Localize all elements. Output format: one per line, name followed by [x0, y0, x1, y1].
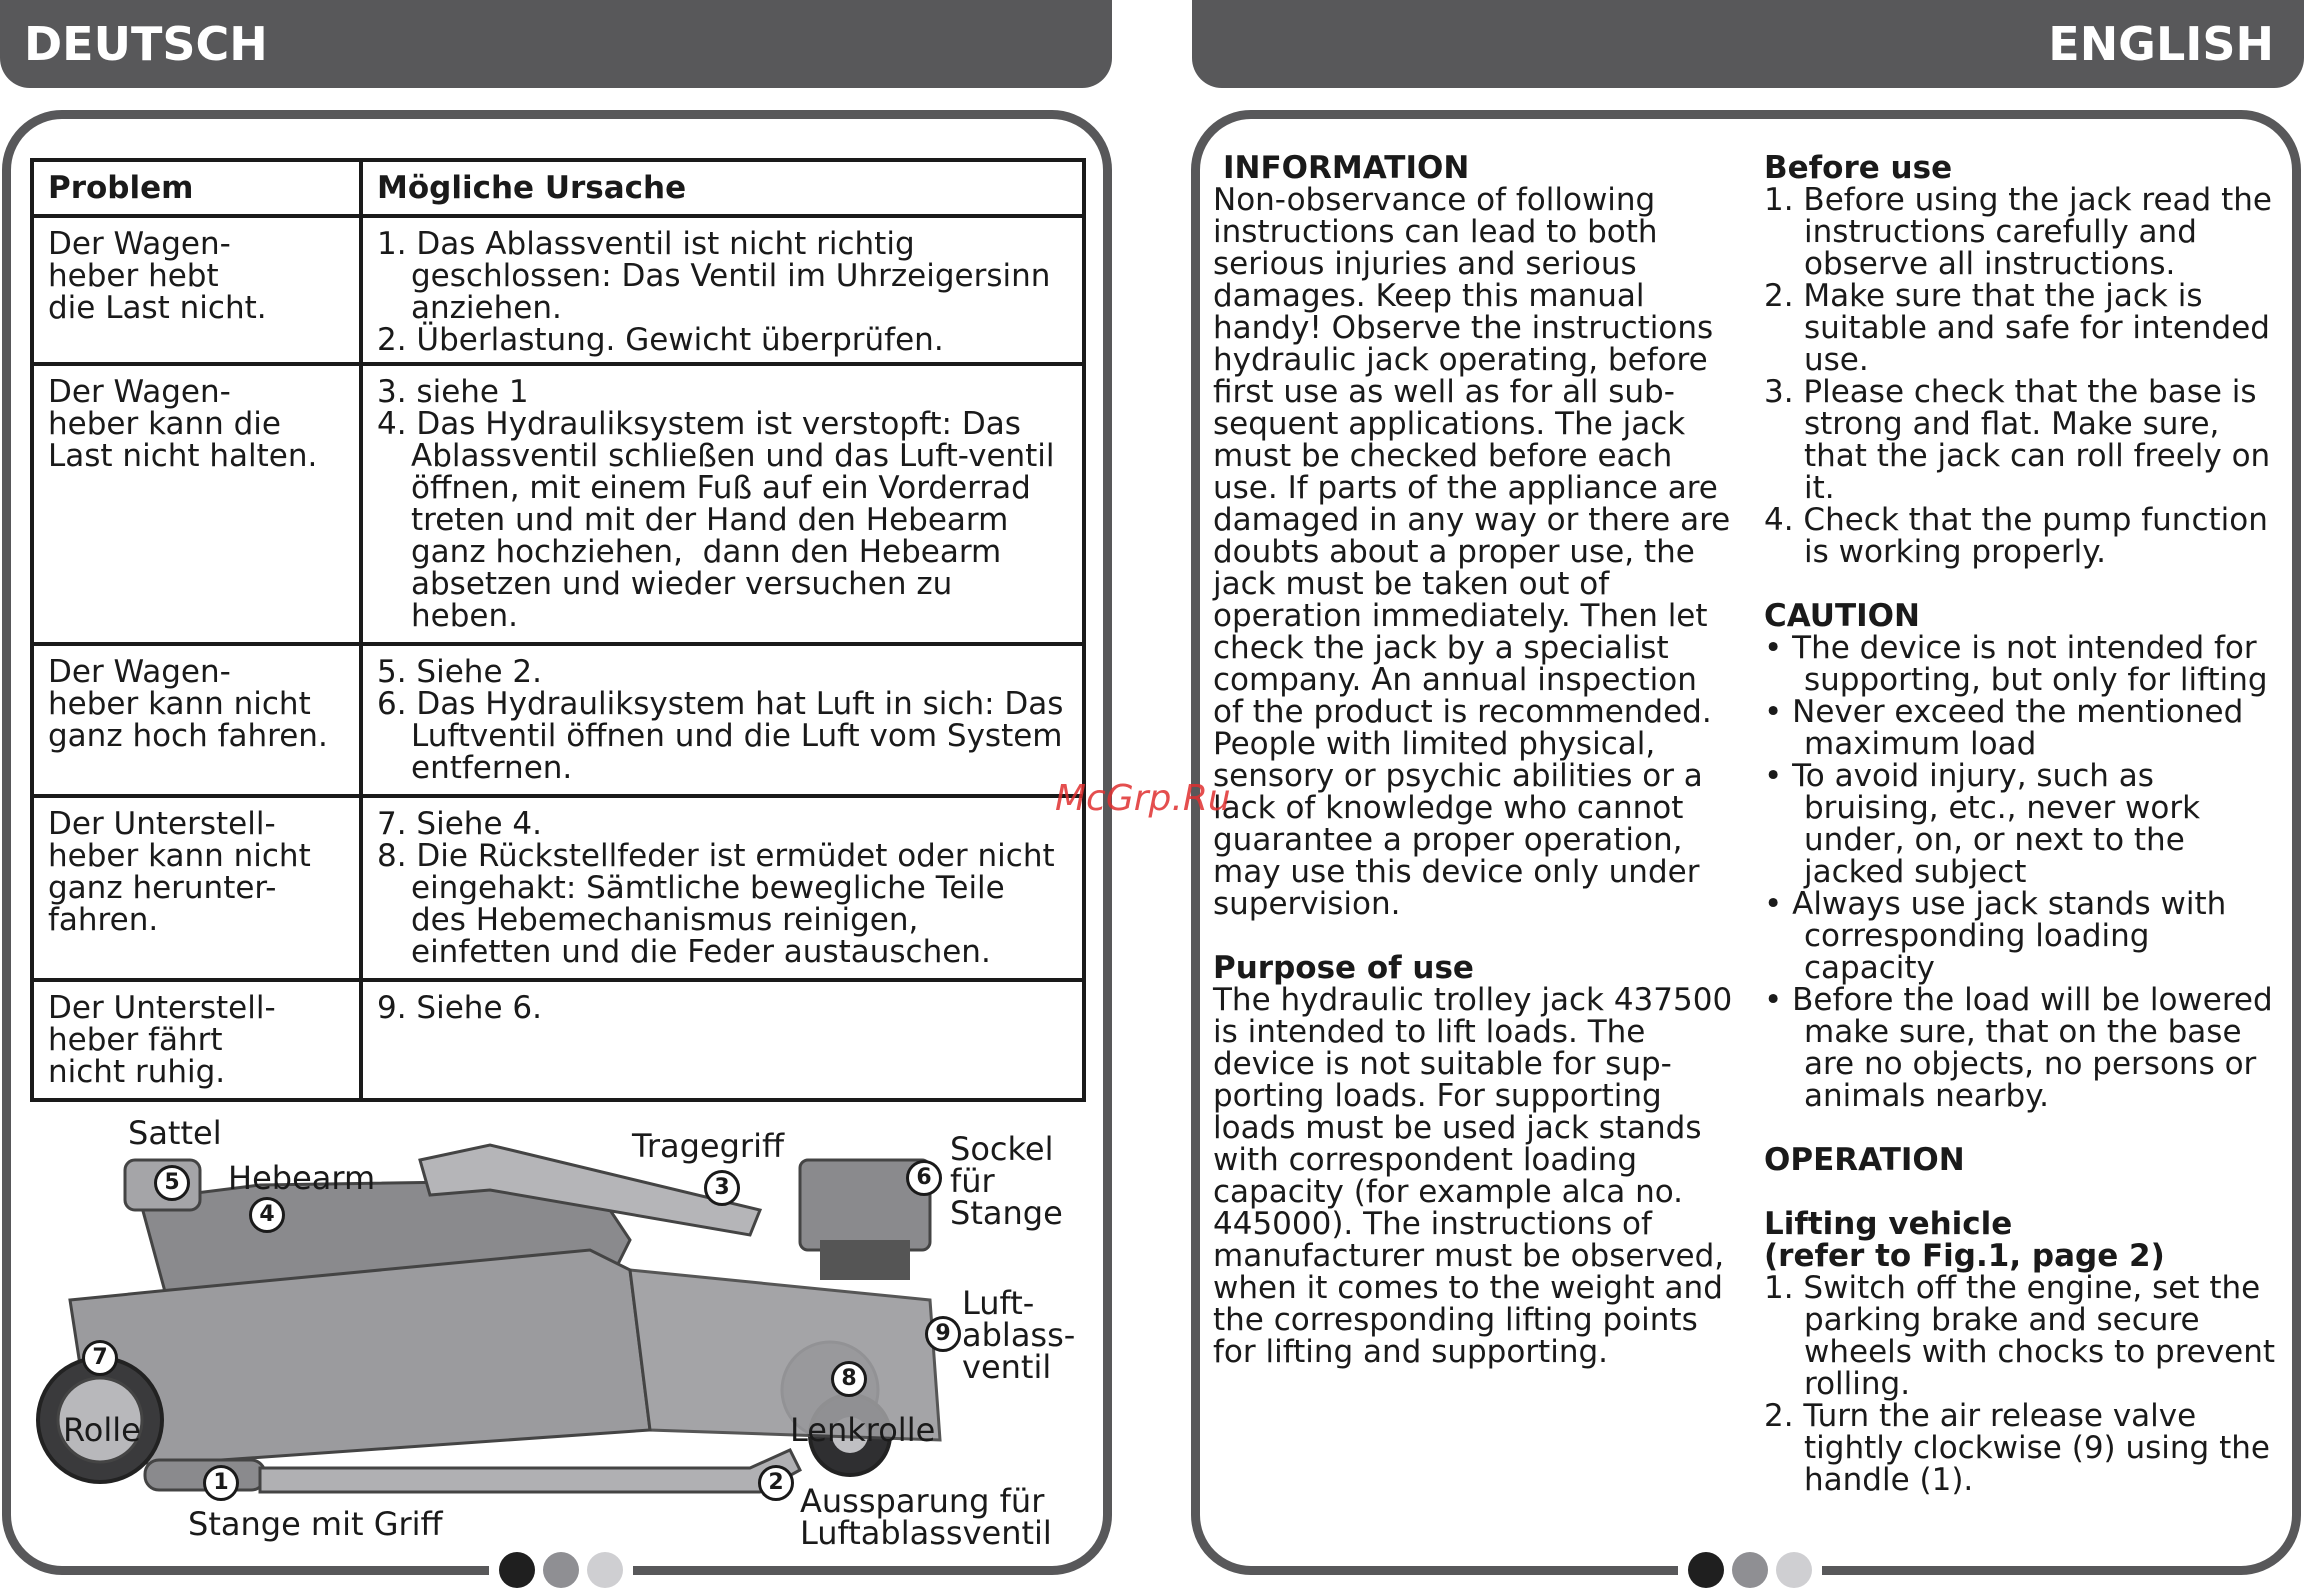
purpose-text: The hydraulic trolley jack 437500 is intended to lift loads. The device is not suitable for sup-porting loads. For supporting loads must be used jack stands with correspondent loading capacity (for example alca no. 445000). The instructions of manufacturer must be observed, when it comes to the weight and the corresponding lifting points for lifting and supporting.: [1213, 982, 1733, 1370]
before-use-list: [1764, 184, 2280, 568]
problem-text: Der Unterstell- heber kann nicht ganz herunter- fahren.: [48, 806, 311, 938]
cause-text: 2. Überlastung. Gewicht überprüfen.: [377, 322, 944, 358]
problem-text: Der Wagen- heber hebt die Last nicht.: [48, 226, 267, 326]
label-luftablassventil: Luft- ablass- ventil: [962, 1284, 1076, 1386]
cause-cell: [361, 796, 1084, 980]
cause-text: 6. Das Hydrauliksystem hat Luft in sich: Das Luftventil öffnen und die Luft vom System entfernen.: [377, 686, 1074, 786]
table-header-row: [32, 160, 1084, 216]
cause-cell: [361, 364, 1084, 644]
label-sockel: Sockel für Stange: [950, 1130, 1063, 1232]
table-row: [32, 364, 1084, 644]
list-item: 4. Check that the pump function is working properly.: [1764, 502, 2268, 570]
page-dot-3: [1776, 1552, 1812, 1588]
column-header-problem: Problem: [32, 160, 361, 216]
label-hebearm: Hebearm: [228, 1159, 376, 1197]
list-item: • To avoid injury, such as bruising, etc., never work under, on, or next to the jacked subject: [1764, 758, 2201, 890]
caution-title: CAUTION: [1764, 598, 1920, 634]
problem-text: Der Wagen- heber kann die Last nicht halten.: [48, 374, 318, 474]
list-item: 2. Make sure that the jack is suitable and safe for intended use.: [1764, 278, 2270, 378]
label-rolle: Rolle: [63, 1411, 141, 1449]
label-lenkrolle: Lenkrolle: [790, 1411, 936, 1449]
marker-1: 1: [203, 1465, 239, 1501]
marker-2: 2: [758, 1465, 794, 1501]
cause-cell: [361, 644, 1084, 796]
header-deutsch: [0, 0, 1112, 88]
problem-cell: [32, 216, 361, 364]
cause-text: 9. Siehe 6.: [377, 990, 542, 1026]
before-use-title: Before use: [1764, 150, 1953, 186]
header-english: [1192, 0, 2304, 88]
list-item: 1. Before using the jack read the instructions carefully and observe all instructions.: [1764, 182, 2272, 282]
cause-text: 8. Die Rückstellfeder ist ermüdet oder nicht eingehakt: Sämtliche bewegliche Teile des Hebemechanismus reinigen, einfetten und die Feder austauschen.: [377, 838, 1065, 970]
marker-7: 7: [82, 1340, 118, 1376]
cause-text: 5. Siehe 2.: [377, 654, 542, 690]
lifting-title: Lifting vehicle: [1764, 1206, 2013, 1242]
caution-list: [1764, 632, 2280, 1112]
list-item: • The device is not intended for supporting, but only for lifting: [1764, 630, 2268, 698]
cause-cell: [361, 216, 1084, 364]
list-item: • Never exceed the mentioned maximum load: [1764, 694, 2244, 762]
lifting-list: [1764, 1272, 2280, 1496]
cause-text: 3. siehe 1: [377, 374, 529, 410]
problem-cell: [32, 980, 361, 1100]
cause-text: 7. Siehe 4.: [377, 806, 542, 842]
watermark: McGrp.Ru: [1055, 778, 1231, 819]
table-row: [32, 980, 1084, 1100]
english-column-right: [1764, 152, 2280, 1496]
marker-6: 6: [906, 1160, 942, 1196]
handle-bar-shape: [260, 1450, 800, 1492]
list-item: 2. Turn the air release valve tightly clockwise (9) using the handle (1).: [1764, 1398, 2270, 1498]
table-row: [32, 796, 1084, 980]
problem-text: Der Wagen- heber kann nicht ganz hoch fahren.: [48, 654, 328, 754]
info-text: Non-observance of following instructions can lead to both serious injuries and serious damages. Keep this manual handy! Observe the instructions hydraulic jack operating, before first use as well as for all sub-sequent applications. The jack must be checked before each use. If parts of the appliance are damaged in any way or there are doubts about a proper use, the jack must be taken out of operation immediately. Then let check the jack by a specialist company. An annual inspection of the product is recommended. People with limited physical, sensory or psychic abilities or a lack of knowledge who cannot guarantee a proper operation, may use this device only under supervision.: [1213, 182, 1731, 922]
marker-8: 8: [831, 1361, 867, 1397]
list-item: 1. Switch off the engine, set the parking brake and secure wheels with chocks to prevent rolling.: [1764, 1270, 2276, 1402]
label-sattel: Sattel: [128, 1114, 222, 1152]
page-dot-2: [1732, 1552, 1768, 1588]
problem-cell: [32, 364, 361, 644]
purpose-title: Purpose of use: [1213, 950, 1474, 986]
info-title: INFORMATION: [1223, 150, 1470, 186]
table-row: [32, 644, 1084, 796]
label-aussparung: Aussparung für Luftablassventil: [800, 1482, 1052, 1552]
label-tragegriff: Tragegriff: [632, 1127, 785, 1165]
english-column-left: [1213, 152, 1733, 1368]
list-item: • Always use jack stands with corresponding loading capacity: [1764, 886, 2227, 986]
marker-9: 9: [925, 1316, 961, 1352]
list-item: 3. Please check that the base is strong and flat. Make sure, that the jack can roll freely on it.: [1764, 374, 2271, 506]
cause-text: 1. Das Ablassventil ist nicht richtig geschlossen: Das Ventil im Uhrzeigersinn anziehen.: [377, 226, 1061, 326]
list-item: • Before the load will be lowered make sure, that on the base are no objects, no persons or animals nearby.: [1764, 982, 2273, 1114]
cause-text: 4. Das Hydrauliksystem ist verstopft: Das Ablassventil schließen und das Luft-ventil öffnen, mit einem Fuß auf ein Vorderrad treten und mit der Hand den Hebearm ganz hochziehen, dann den Hebearm absetzen und wieder versuchen zu heben.: [377, 406, 1065, 634]
problem-cell: [32, 796, 361, 980]
socket-base-shape: [820, 1240, 910, 1280]
header-right-title: ENGLISH: [2048, 17, 2274, 71]
problem-text: Der Unterstell- heber fährt nicht ruhig.: [48, 990, 276, 1090]
operation-title: OPERATION: [1764, 1142, 1965, 1178]
lifting-ref: (refer to Fig.1, page 2): [1764, 1238, 2165, 1274]
problem-cell: [32, 644, 361, 796]
marker-4: 4: [249, 1197, 285, 1233]
troubleshooting-table: [30, 158, 1086, 1102]
page-dot-1: [1688, 1552, 1724, 1588]
table-row: [32, 216, 1084, 364]
header-left-title: DEUTSCH: [24, 17, 268, 71]
cause-cell: [361, 980, 1084, 1100]
column-header-cause: Mögliche Ursache: [361, 160, 1084, 216]
label-stange: Stange mit Griff: [188, 1505, 443, 1543]
marker-3: 3: [704, 1170, 740, 1206]
marker-5: 5: [154, 1165, 190, 1201]
page-dots-right: [1678, 1552, 1822, 1588]
